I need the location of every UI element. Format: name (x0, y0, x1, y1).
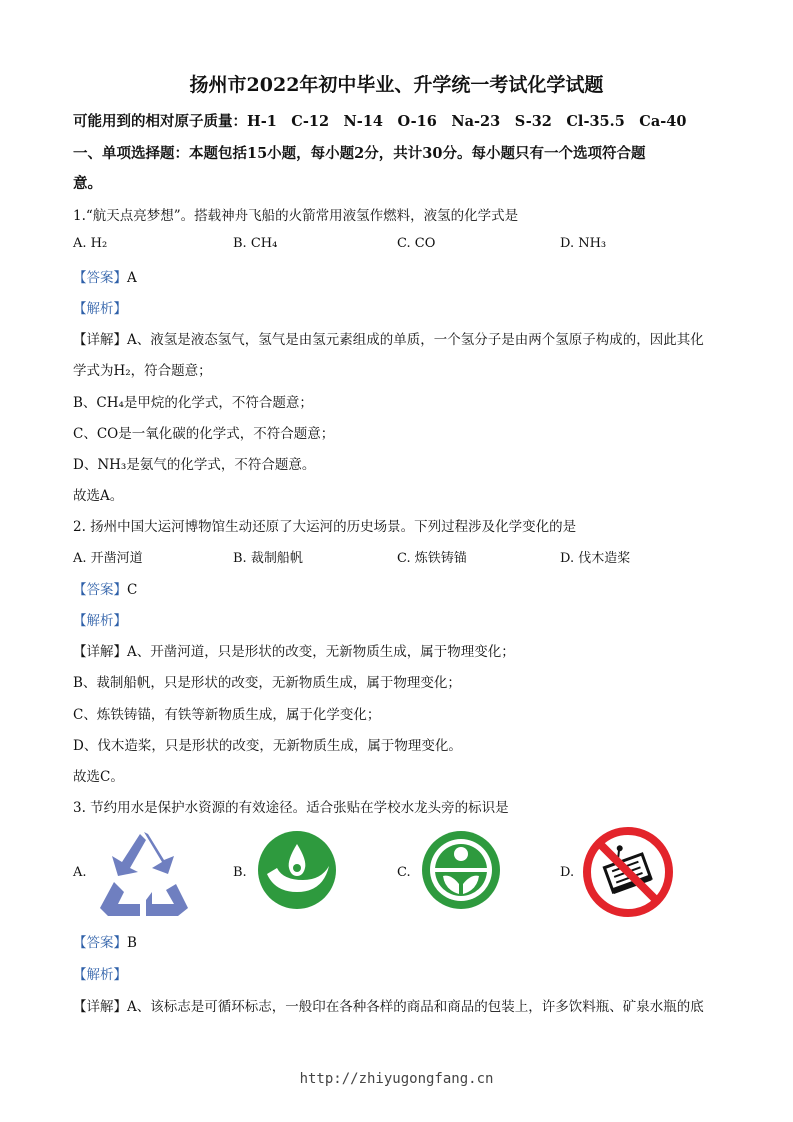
q3-option-c: C. (397, 865, 411, 880)
q3-option-a: A. (73, 865, 87, 880)
section-heading-line2: 意。 (73, 175, 102, 192)
q2-detail-c: C、炼铁铸锚，有铁等新物质生成，属于化学变化； (73, 707, 381, 723)
no-matches-icon (582, 826, 674, 918)
q2-detail-b: B、裁制船帆，只是形状的改变，无新物质生成，属于物理变化； (73, 675, 461, 691)
water-saving-icon (257, 830, 337, 910)
q1-option-c: C. CO (397, 236, 436, 251)
q2-conclusion: 故选C。 (73, 769, 124, 785)
q3-answer (73, 931, 137, 951)
q1-detail-line1: 【详解】A、液氢是液态氢气，氢气是由氢元素组成的单质，一个氢分子是由两个氢原子构成的，因此其化 (73, 332, 704, 348)
footer-url[interactable]: http://zhiyugongfang.cn (299, 1071, 494, 1087)
q3-analysis-label: 【解析】 (73, 967, 127, 983)
atomic-masses: 可能用到的相对原子质量：H-1 C-12 N-14 O-16 Na-23 S-32 Cl-35.5 Ca-40 (73, 113, 687, 130)
green-food-icon (421, 830, 501, 910)
q1-option-b: B. CH₄ (233, 236, 278, 251)
recycle-icon (96, 830, 192, 918)
q1-option-d: D. NH₃ (560, 236, 607, 251)
answer-label: 【答案】 (73, 270, 127, 286)
q1-conclusion: 故选A。 (73, 488, 124, 504)
q1-detail-line2: 学式为H₂，符合题意； (73, 363, 212, 379)
q2-detail-a: 【详解】A、开凿河道，只是形状的改变，无新物质生成，属于物理变化； (73, 644, 515, 660)
q3-stem: 3. 节约用水是保护水资源的有效途径。适合张贴在学校水龙头旁的标识是 (73, 800, 509, 816)
q2-option-a: A. 开凿河道 (73, 551, 143, 566)
answer-value: B (127, 935, 137, 951)
q1-analysis-label: 【解析】 (73, 301, 127, 317)
q3-option-d: D. (560, 865, 575, 880)
answer-value: C (127, 582, 138, 598)
q2-option-b: B. 裁制船帆 (233, 551, 303, 566)
q1-detail-c: C、CO是一氧化碳的化学式，不符合题意； (73, 426, 335, 442)
answer-label: 【答案】 (73, 582, 127, 598)
q1-option-a: A. H₂ (73, 236, 108, 251)
page-title: 扬州市2022年初中毕业、升学统一考试化学试题 (189, 74, 604, 96)
answer-value: A (127, 270, 137, 286)
q2-stem: 2. 扬州中国大运河博物馆生动还原了大运河的历史场景。下列过程涉及化学变化的是 (73, 519, 577, 535)
q2-option-c: C. 炼铁铸锚 (397, 551, 467, 566)
q3-option-b: B. (233, 865, 247, 880)
q2-option-d: D. 伐木造桨 (560, 551, 631, 566)
q1-detail-b: B、CH₄是甲烷的化学式，不符合题意； (73, 395, 313, 411)
q1-detail-d: D、NH₃是氨气的化学式，不符合题意。 (73, 457, 316, 473)
q2-detail-d: D、伐木造桨，只是形状的改变，无新物质生成，属于物理变化。 (73, 738, 462, 754)
q1-answer (73, 266, 137, 286)
q2-analysis-label: 【解析】 (73, 613, 127, 629)
answer-label: 【答案】 (73, 935, 127, 951)
section-heading-line1: 一、单项选择题：本题包括15小题，每小题2分，共计30分。每小题只有一个选项符合题 (73, 145, 646, 162)
q2-answer (73, 578, 137, 598)
q1-stem: 1.“航天点亮梦想”。搭载神舟飞船的火箭常用液氢作燃料，液氢的化学式是 (73, 208, 519, 224)
q3-detail-a: 【详解】A、该标志是可循环标志，一般印在各种各样的商品和商品的包装上，许多饮料瓶、矿泉水瓶的底 (73, 999, 704, 1015)
